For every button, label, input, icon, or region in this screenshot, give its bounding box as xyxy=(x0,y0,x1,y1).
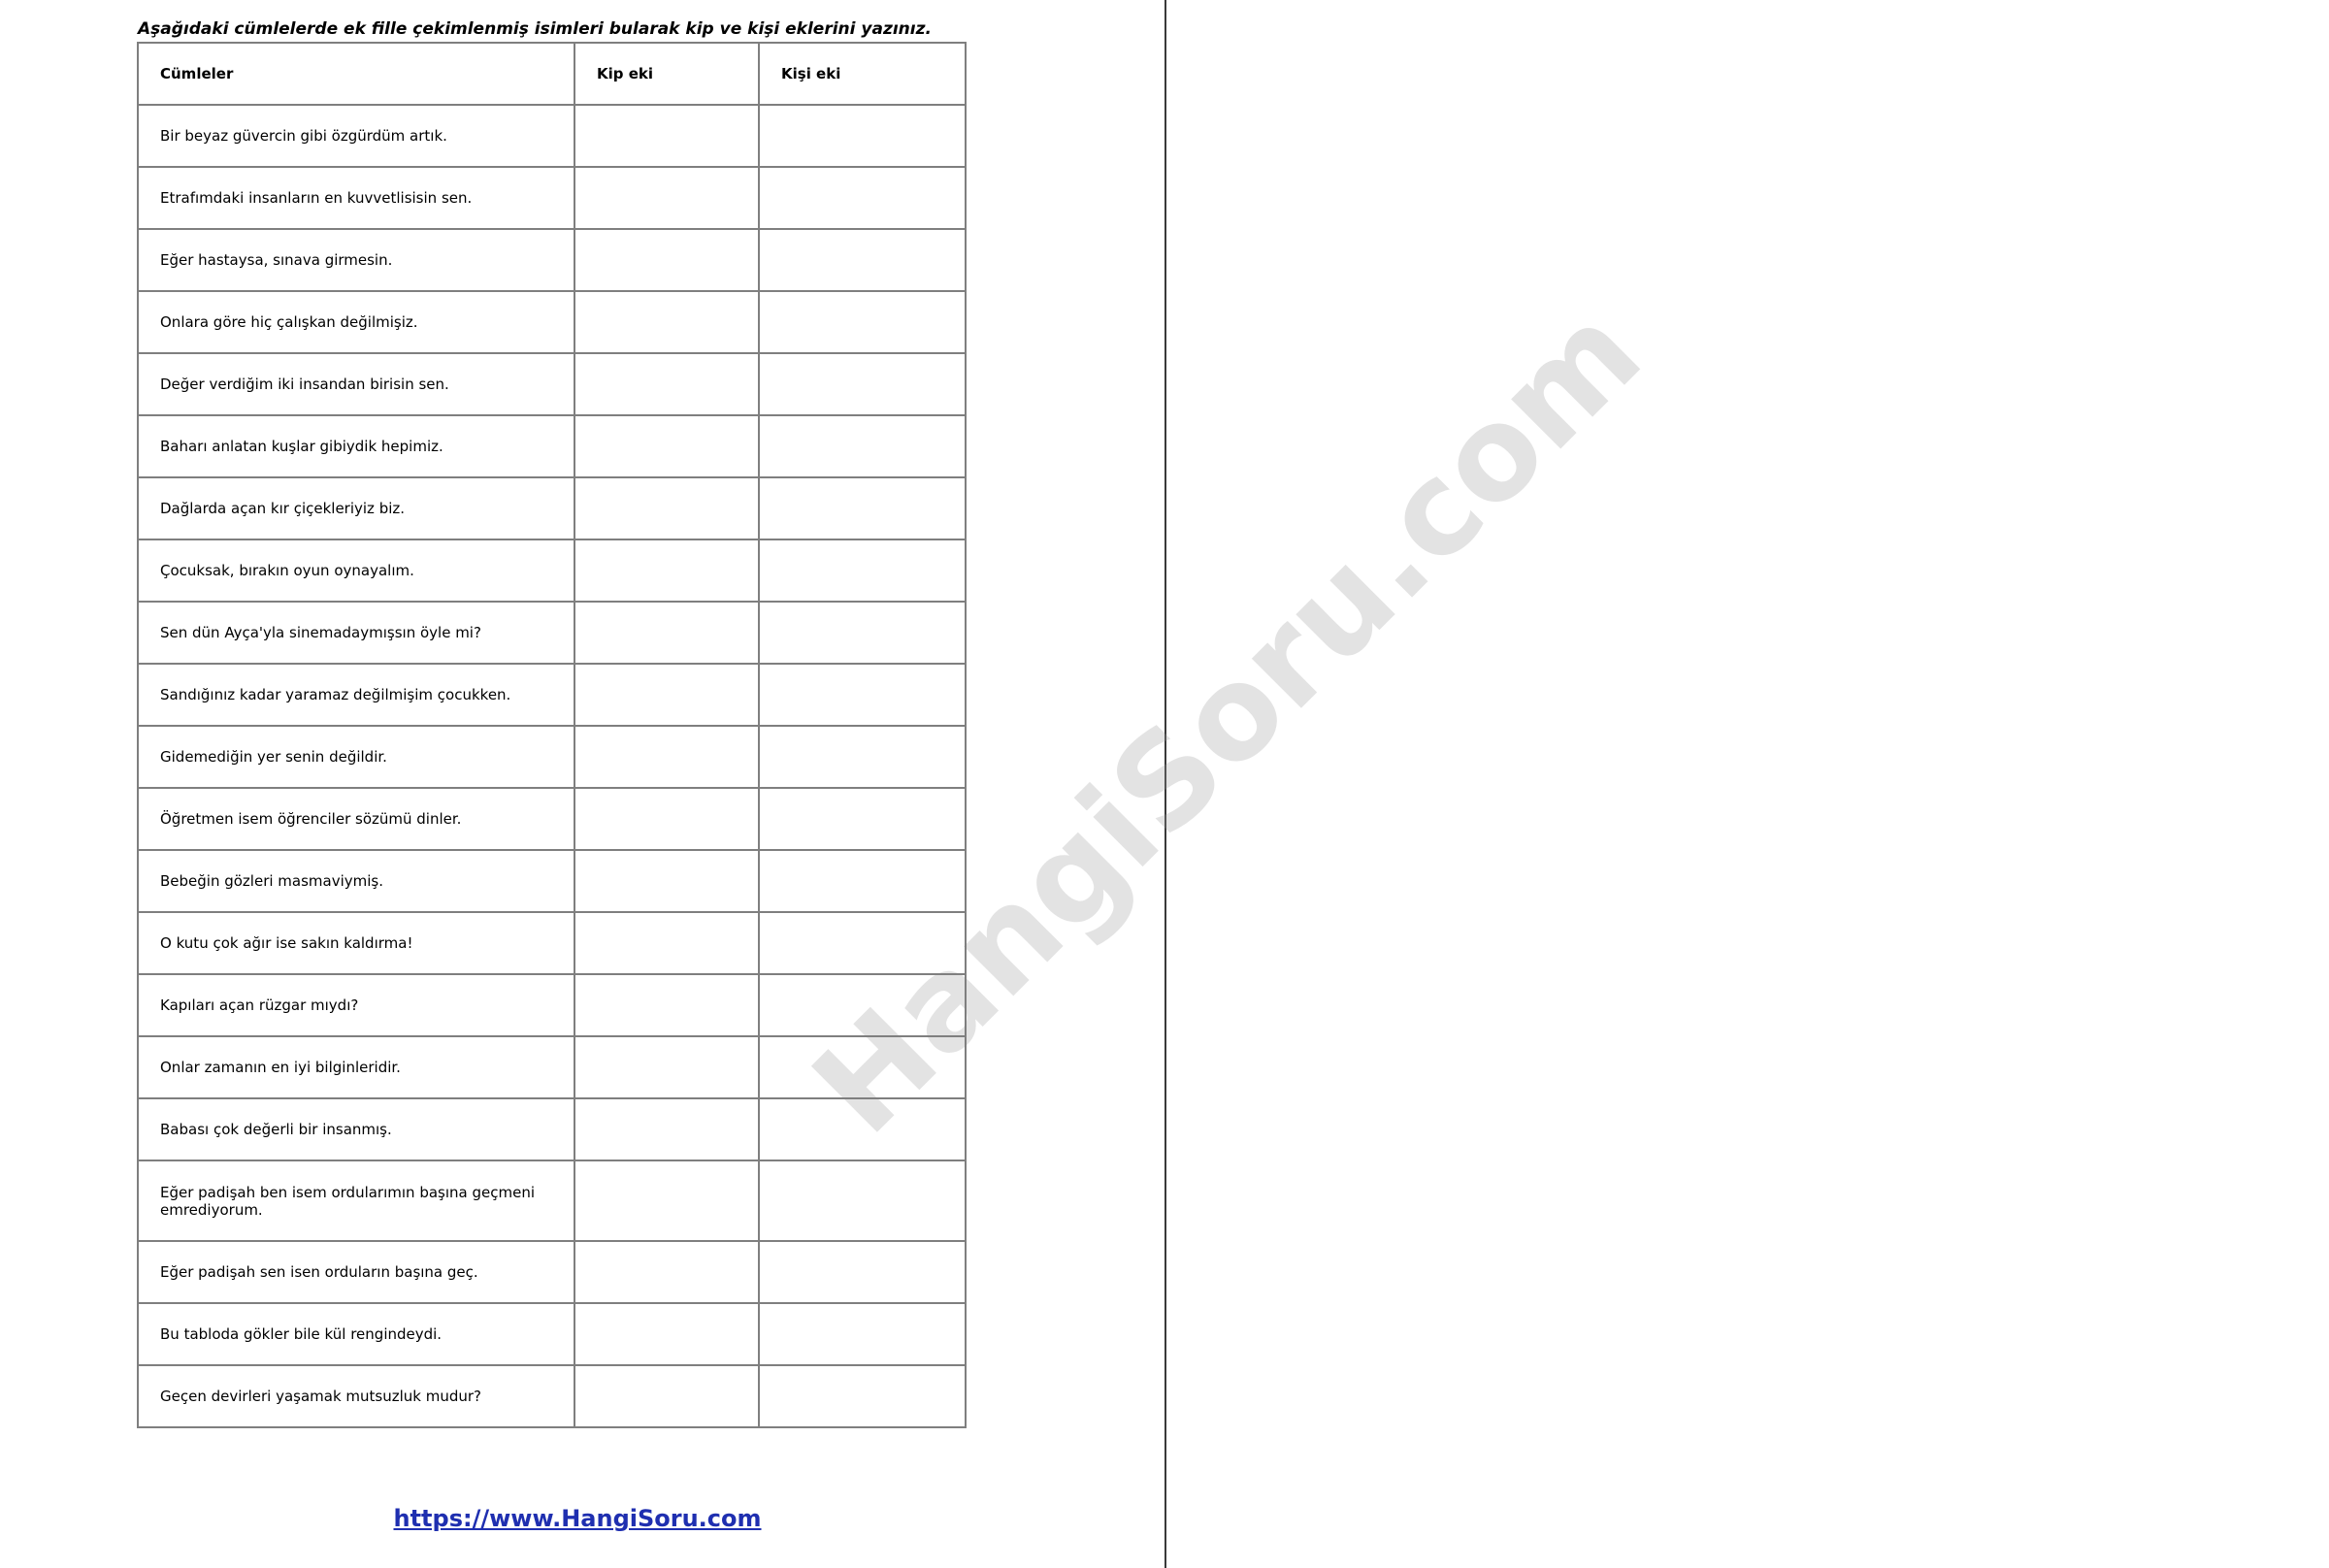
kip-eki-answer-cell[interactable] xyxy=(574,1036,759,1098)
kip-eki-answer-cell[interactable] xyxy=(574,167,759,229)
kip-eki-answer-cell[interactable] xyxy=(574,353,759,415)
instruction-text: Aşağıdaki cümlelerde ek fille çekimlenmiş isimleri bularak kip ve kişi eklerini yazınız. xyxy=(138,19,932,39)
table-row xyxy=(138,1036,966,1098)
table-row xyxy=(138,974,966,1036)
table-row xyxy=(138,912,966,974)
sentence-cell: Sen dün Ayça'yla sinemadaymışsın öyle mi? xyxy=(138,602,574,664)
kisi-eki-answer-cell[interactable] xyxy=(759,353,966,415)
footer-link[interactable]: https://www.HangiSoru.com xyxy=(393,1505,762,1532)
sentence-cell: Eğer padişah ben isem ordularımın başına geçmeni emrediyorum. xyxy=(138,1160,574,1241)
table-row xyxy=(138,1098,966,1160)
kisi-eki-answer-cell[interactable] xyxy=(759,1098,966,1160)
kip-eki-answer-cell[interactable] xyxy=(574,229,759,291)
kip-eki-answer-cell[interactable] xyxy=(574,850,759,912)
kisi-eki-answer-cell[interactable] xyxy=(759,912,966,974)
sentence-cell: Eğer padişah sen isen orduların başına geç. xyxy=(138,1241,574,1303)
table-row xyxy=(138,105,966,167)
sentence-cell: Geçen devirleri yaşamak mutsuzluk mudur? xyxy=(138,1365,574,1427)
watermark: HangiSoru.com xyxy=(785,278,1670,1162)
kisi-eki-answer-cell[interactable] xyxy=(759,539,966,602)
kisi-eki-answer-cell[interactable] xyxy=(759,1303,966,1365)
kip-eki-answer-cell[interactable] xyxy=(574,602,759,664)
table-row xyxy=(138,726,966,788)
kisi-eki-answer-cell[interactable] xyxy=(759,602,966,664)
table-row xyxy=(138,167,966,229)
kisi-eki-answer-cell[interactable] xyxy=(759,1365,966,1427)
table-row xyxy=(138,788,966,850)
kisi-eki-answer-cell[interactable] xyxy=(759,664,966,726)
kip-eki-answer-cell[interactable] xyxy=(574,1365,759,1427)
kisi-eki-answer-cell[interactable] xyxy=(759,788,966,850)
table-row xyxy=(138,850,966,912)
sentence-cell: Eğer hastaysa, sınava girmesin. xyxy=(138,229,574,291)
sentence-cell: Onlar zamanın en iyi bilginleridir. xyxy=(138,1036,574,1098)
sentence-cell: Bu tabloda gökler bile kül rengindeydi. xyxy=(138,1303,574,1365)
kisi-eki-answer-cell[interactable] xyxy=(759,105,966,167)
sentence-cell: Bebeğin gözleri masmaviymiş. xyxy=(138,850,574,912)
kip-eki-answer-cell[interactable] xyxy=(574,664,759,726)
table-header-row xyxy=(138,43,966,105)
table-row xyxy=(138,664,966,726)
header-kisi-eki: Kişi eki xyxy=(759,43,966,105)
page-divider xyxy=(1164,0,1166,1568)
kip-eki-answer-cell[interactable] xyxy=(574,1303,759,1365)
kip-eki-answer-cell[interactable] xyxy=(574,105,759,167)
kip-eki-answer-cell[interactable] xyxy=(574,539,759,602)
kisi-eki-answer-cell[interactable] xyxy=(759,229,966,291)
header-kip-eki: Kip eki xyxy=(574,43,759,105)
sentence-cell: Çocuksak, bırakın oyun oynayalım. xyxy=(138,539,574,602)
kip-eki-answer-cell[interactable] xyxy=(574,477,759,539)
table-row xyxy=(138,291,966,353)
sentence-cell: Değer verdiğim iki insandan birisin sen. xyxy=(138,353,574,415)
kisi-eki-answer-cell[interactable] xyxy=(759,415,966,477)
table-row xyxy=(138,415,966,477)
table-row xyxy=(138,477,966,539)
sentence-cell: Onlara göre hiç çalışkan değilmişiz. xyxy=(138,291,574,353)
kisi-eki-answer-cell[interactable] xyxy=(759,167,966,229)
sentence-cell: Baharı anlatan kuşlar gibiydik hepimiz. xyxy=(138,415,574,477)
sentence-cell: Gidemediğin yer senin değildir. xyxy=(138,726,574,788)
sentence-cell: Bir beyaz güvercin gibi özgürdüm artık. xyxy=(138,105,574,167)
sentence-cell: Sandığınız kadar yaramaz değilmişim çocukken. xyxy=(138,664,574,726)
table-row xyxy=(138,229,966,291)
kip-eki-answer-cell[interactable] xyxy=(574,415,759,477)
table-row xyxy=(138,1365,966,1427)
kip-eki-answer-cell[interactable] xyxy=(574,912,759,974)
sentence-cell: Kapıları açan rüzgar mıydı? xyxy=(138,974,574,1036)
table-row xyxy=(138,1241,966,1303)
sentence-cell: Babası çok değerli bir insanmış. xyxy=(138,1098,574,1160)
sentence-cell: Öğretmen isem öğrenciler sözümü dinler. xyxy=(138,788,574,850)
table-row xyxy=(138,353,966,415)
kisi-eki-answer-cell[interactable] xyxy=(759,291,966,353)
kisi-eki-answer-cell[interactable] xyxy=(759,1241,966,1303)
kisi-eki-answer-cell[interactable] xyxy=(759,477,966,539)
kisi-eki-answer-cell[interactable] xyxy=(759,974,966,1036)
kip-eki-answer-cell[interactable] xyxy=(574,788,759,850)
kip-eki-answer-cell[interactable] xyxy=(574,1241,759,1303)
sentence-cell: Dağlarda açan kır çiçekleriyiz biz. xyxy=(138,477,574,539)
kisi-eki-answer-cell[interactable] xyxy=(759,726,966,788)
kisi-eki-answer-cell[interactable] xyxy=(759,1036,966,1098)
kip-eki-answer-cell[interactable] xyxy=(574,1098,759,1160)
kip-eki-answer-cell[interactable] xyxy=(574,291,759,353)
table-row xyxy=(138,539,966,602)
kip-eki-answer-cell[interactable] xyxy=(574,974,759,1036)
table-row xyxy=(138,1303,966,1365)
table-row xyxy=(138,1160,966,1241)
sentence-cell: O kutu çok ağır ise sakın kaldırma! xyxy=(138,912,574,974)
header-sentences: Cümleler xyxy=(138,43,574,105)
kisi-eki-answer-cell[interactable] xyxy=(759,1160,966,1241)
kip-eki-answer-cell[interactable] xyxy=(574,1160,759,1241)
kip-eki-answer-cell[interactable] xyxy=(574,726,759,788)
worksheet-table xyxy=(137,42,967,1428)
table-row xyxy=(138,602,966,664)
sentence-cell: Etrafımdaki insanların en kuvvetlisisin sen. xyxy=(138,167,574,229)
kisi-eki-answer-cell[interactable] xyxy=(759,850,966,912)
